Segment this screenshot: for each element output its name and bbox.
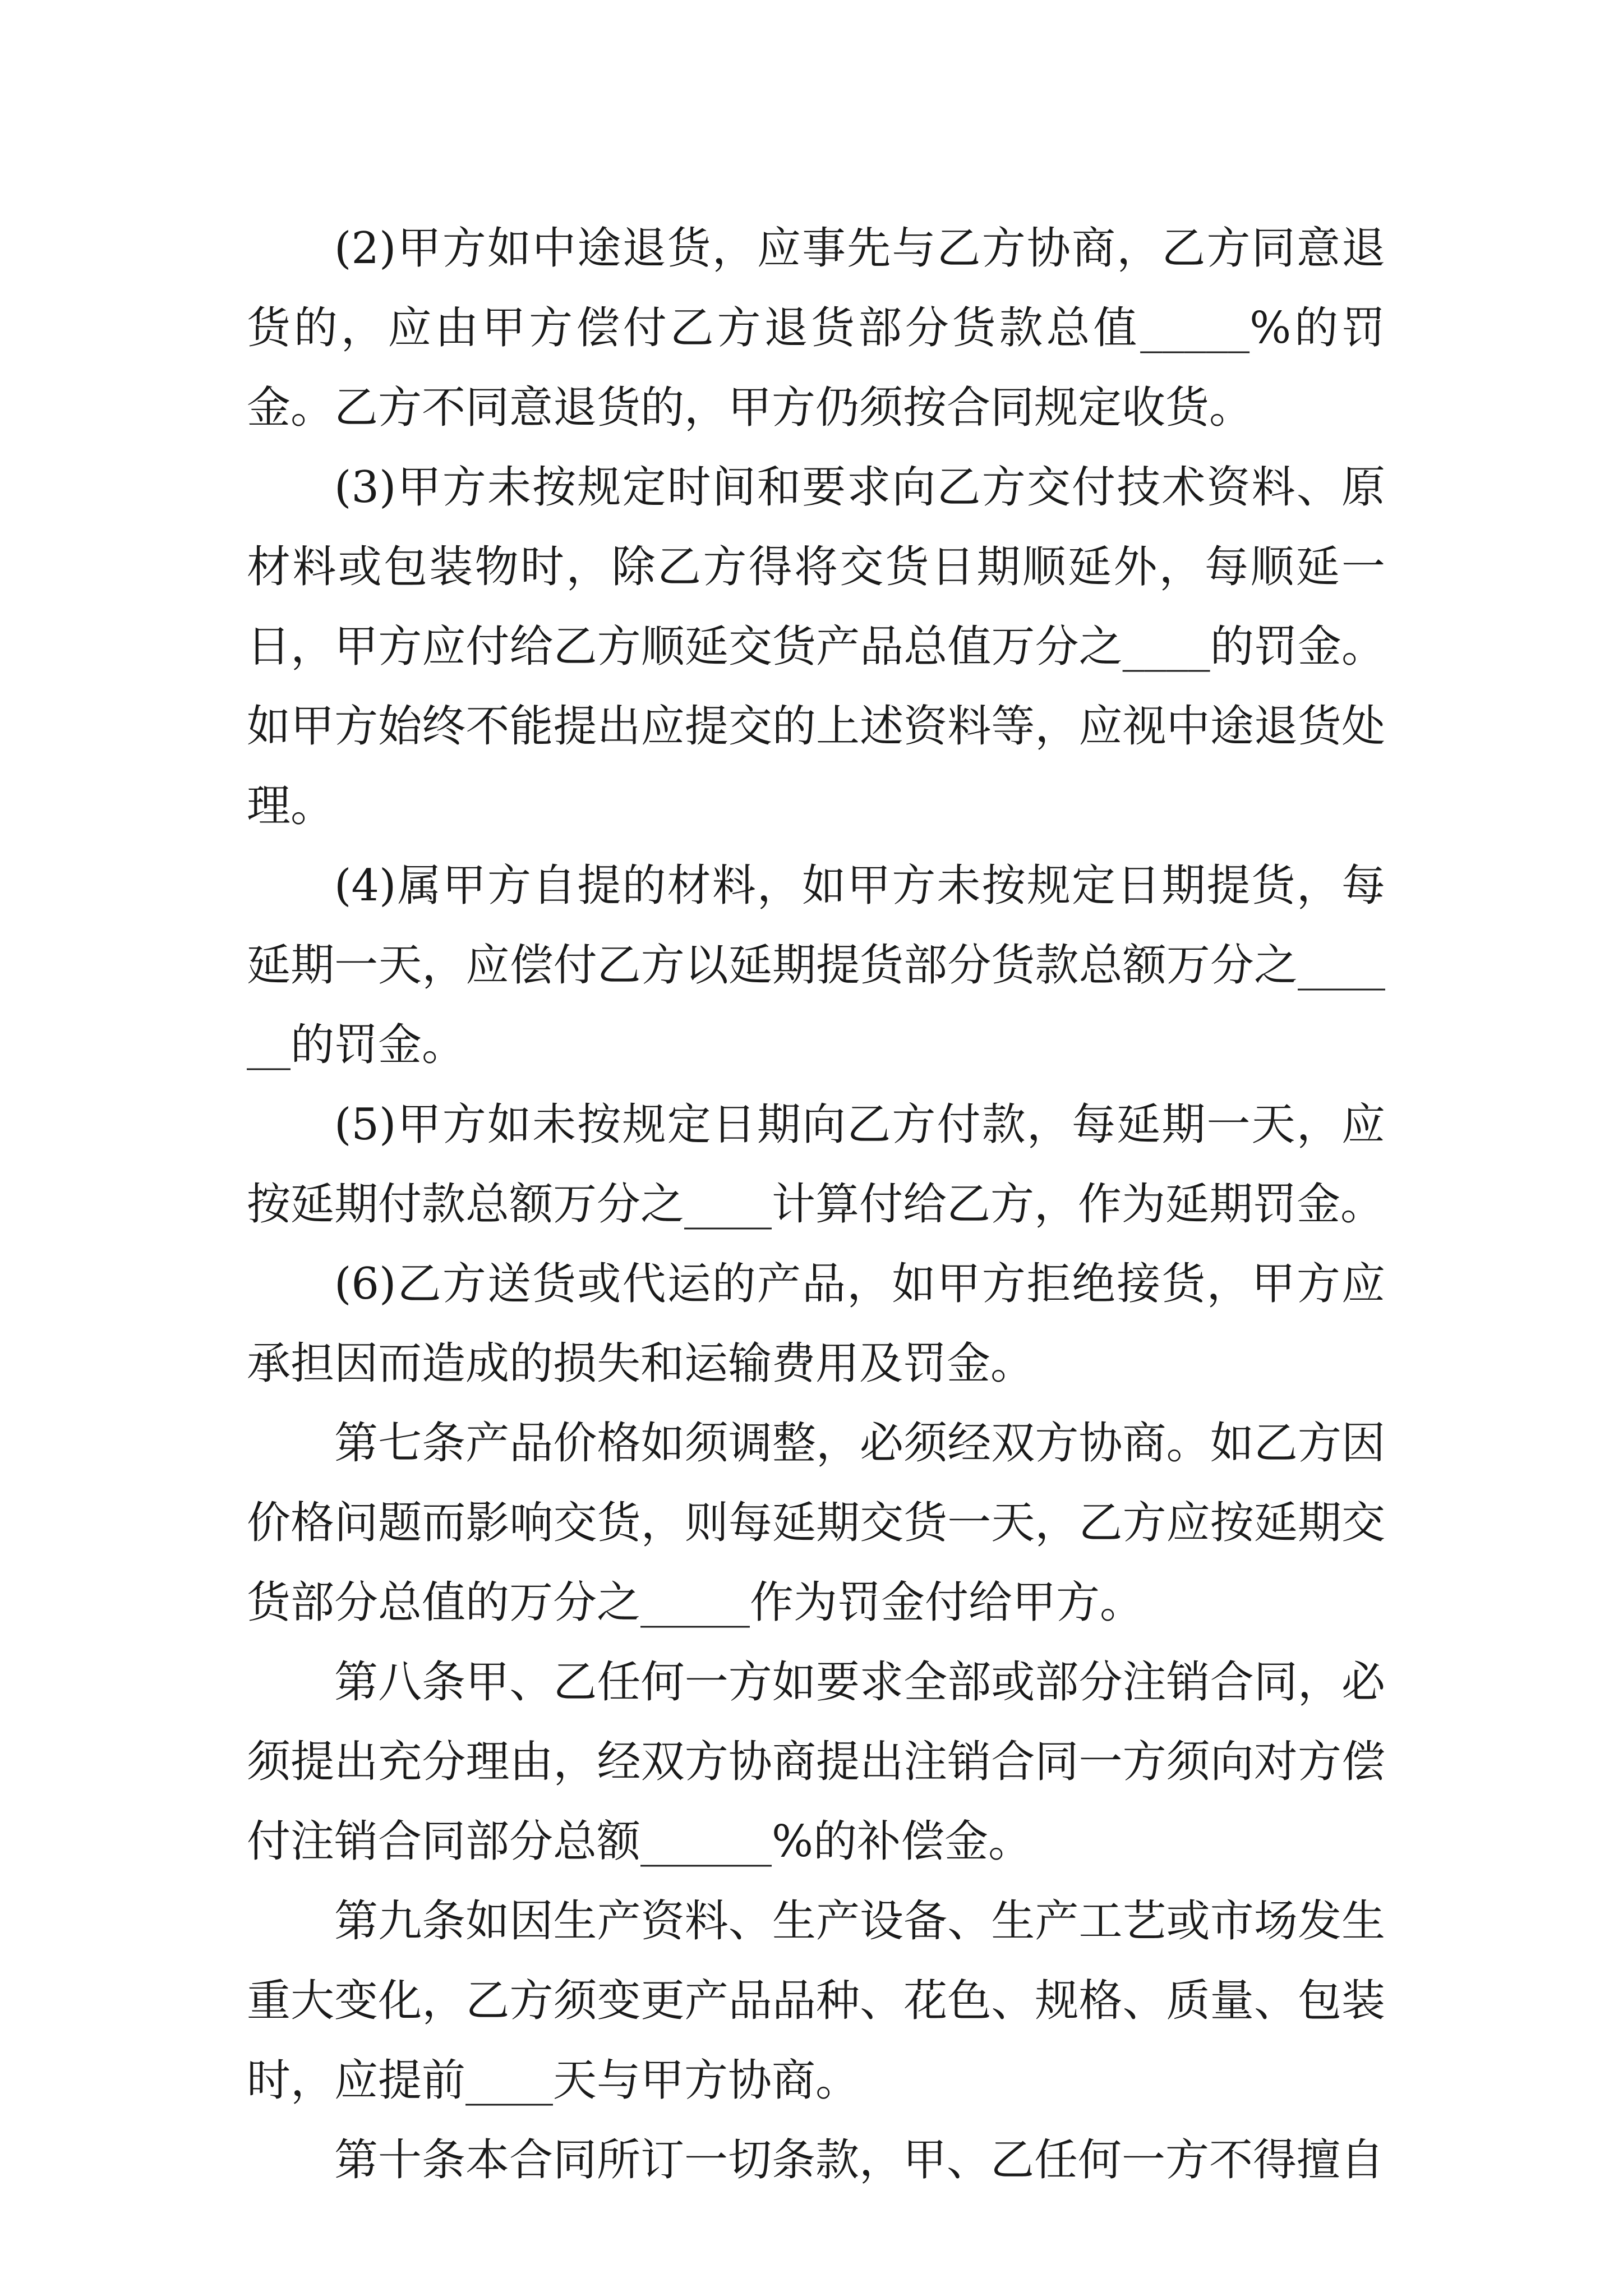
clause-technical-materials: (3)甲方未按规定时间和要求向乙方交付技术资料、原材料或包装物时，除乙方得将交货日期顺延外，每顺延一日，甲方应付给乙方顺延交货产品总值万分之____的罚金。如甲方始终不能提出应提交的上述资料等，应视中途退货处理。 bbox=[247, 462, 1385, 831]
clause-return-goods: (2)甲方如中途退货，应事先与乙方协商，乙方同意退货的，应由甲方偿付乙方退货部分货款总值_____%的罚金。乙方不同意退货的，甲方仍须按合同规定收货。 bbox=[247, 223, 1385, 433]
article-seven: 第七条产品价格如须调整，必须经双方协商。如乙方因价格问题而影响交货，则每延期交货一天，乙方应按延期交货部分总值的万分之_____作为罚金付给甲方。 bbox=[247, 1418, 1385, 1628]
document-body bbox=[247, 209, 1385, 2200]
clause-self-pickup: (4)属甲方自提的材料，如甲方未按规定日期提货，每延期一天，应偿付乙方以延期提货部分货款总额万分之______的罚金。 bbox=[247, 861, 1385, 1070]
article-nine: 第九条如因生产资料、生产设备、生产工艺或市场发生重大变化，乙方须变更产品品种、花色、规格、质量、包装时，应提前____天与甲方协商。 bbox=[247, 1896, 1385, 2106]
article-eight: 第八条甲、乙任何一方如要求全部或部分注销合同，必须提出充分理由，经双方协商提出注销合同一方须向对方偿付注销合同部分总额______%的补偿金。 bbox=[247, 1657, 1385, 1867]
article-ten: 第十条本合同所订一切条款，甲、乙任何一方不得擅自 bbox=[334, 2135, 1385, 2185]
clause-refuse-delivery: (6)乙方送货或代运的产品，如甲方拒绝接货，甲方应承担因而造成的损失和运输费用及罚金。 bbox=[247, 1259, 1385, 1389]
clause-late-payment: (5)甲方如未按规定日期向乙方付款，每延期一天，应按延期付款总额万分之____计算付给乙方，作为延期罚金。 bbox=[247, 1099, 1385, 1230]
